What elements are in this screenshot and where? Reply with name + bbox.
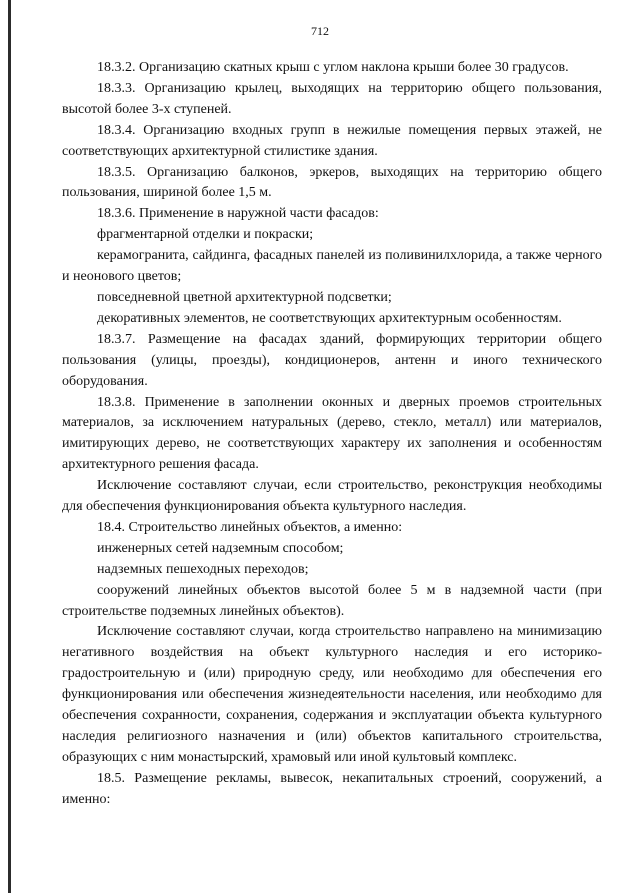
paragraph: 18.3.2. Организацию скатных крыш с углом наклона крыши более 30 градусов. [97, 60, 569, 75]
paragraph: 18.3.4. Организацию входных групп в нежилые помещения первых этажей, не соответствующих архитектурной стилистике здания. [62, 122, 602, 159]
list-item: керамогранита, сайдинга, фасадных панелей из поливинилхлорида, а также черного и неонового цветов; [62, 248, 602, 285]
document-body [62, 58, 602, 811]
list-item: сооружений линейных объектов высотой более 5 м в надземной части (при строительстве подземных линейных объектов). [62, 582, 602, 619]
page-number: 712 [311, 24, 329, 38]
paragraph: 18.3.3. Организацию крылец, выходящих на территорию общего пользования, высотой более 3-х ступеней. [62, 80, 602, 117]
paragraph: Исключение составляют случаи, если строительство, реконструкция необходимы для обеспечения функционирования объекта культурного наследия. [62, 478, 602, 515]
list-item: повседневной цветной архитектурной подсветки; [97, 289, 392, 305]
paragraph: 18.3.7. Размещение на фасадах зданий, формирующих территории общего пользования (улицы, проезды), кондиционеров, антенн и иного технического оборудования. [62, 331, 602, 389]
scan-border [8, 0, 11, 893]
list-item: декоративных элементов, не соответствующих архитектурным особенностям. [97, 310, 562, 326]
list-item: фрагментарной отделки и покраски; [97, 227, 314, 243]
paragraph: 18.3.5. Организацию балконов, эркеров, выходящих на территорию общего пользования, шириной более 1,5 м. [62, 164, 602, 201]
paragraph: 18.4. Строительство линейных объектов, а именно: [97, 519, 403, 535]
paragraph: 18.3.8. Применение в заполнении оконных и дверных проемов строительных материалов, за исключением натуральных (дерево, стекло, металл) или материалов, имитирующих дерево, не соответствующих характеру их заполнения и особенностям архитектурного решения фасада. [62, 394, 602, 473]
paragraph: Исключение составляют случаи, когда строительство направлено на минимизацию негативного воздействия на объект культурного наследия и его историко-градостроительную и (или) природную среду, или необходимо для обеспечения его функционирования или обеспечения жизнедеятельности населения, или необходимо для обеспечения сохранности, сохранения, содержания и эксплуатации объекта культурного наследия религиозного назначения и (или) объектов капитального строительства, образующих с ним монастырский, храмовый или иной культовый комплекс. [62, 624, 602, 765]
paragraph: 18.3.6. Применение в наружной части фасадов: [97, 206, 379, 222]
list-item: надземных пешеходных переходов; [97, 561, 309, 577]
paragraph: 18.5. Размещение рекламы, вывесок, некапитальных строений, сооружений, а именно: [62, 770, 602, 807]
list-item: инженерных сетей надземным способом; [97, 540, 344, 556]
